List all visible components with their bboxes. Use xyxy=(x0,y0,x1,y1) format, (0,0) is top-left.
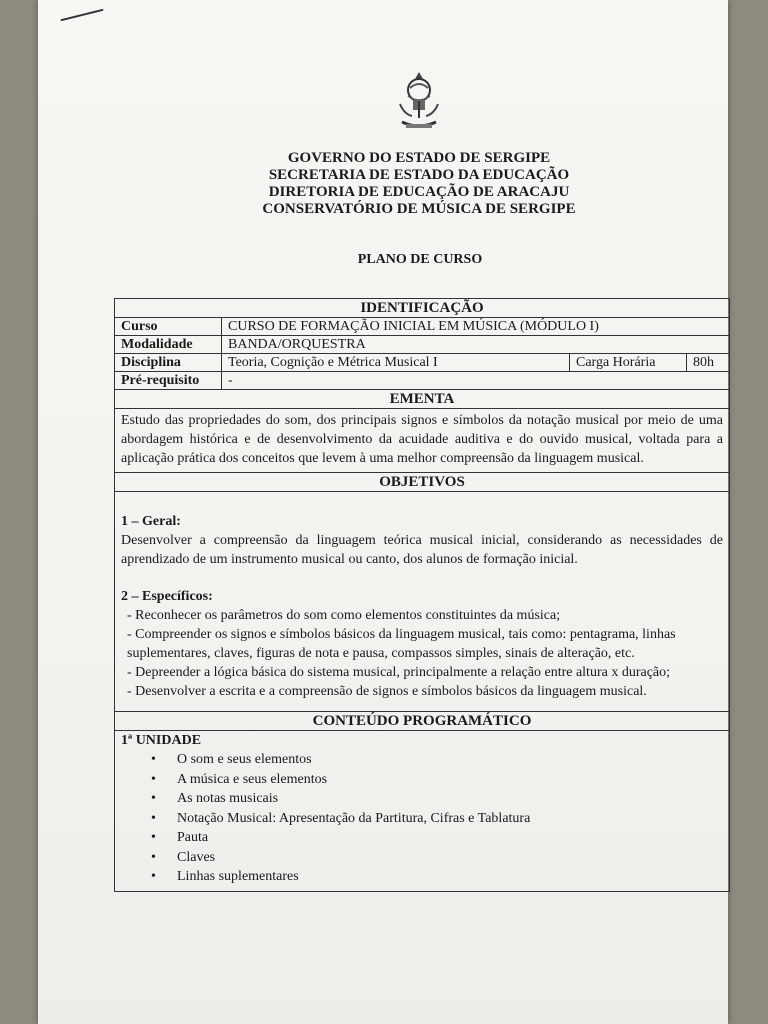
modalidade-row xyxy=(115,335,729,353)
carga-horaria-value: 80h xyxy=(693,355,714,370)
objetivos-title: OBJETIVOS xyxy=(115,472,729,491)
objetivos-body xyxy=(115,491,729,705)
prerequisito-row xyxy=(115,371,729,389)
objetivo-especifico-1: - Reconhecer os parâmetros do som como elementos constituintes da música; xyxy=(127,608,561,623)
modalidade-label: Modalidade xyxy=(115,336,222,353)
list-item: • Notação Musical: Apresentação da Partitura, Cifras e Tablatura xyxy=(151,809,723,829)
conteudo-body xyxy=(115,730,729,891)
identificacao-title: IDENTIFICAÇÃO xyxy=(360,300,484,316)
prerequisito-label: Pré-requisito xyxy=(115,372,222,389)
prerequisito-value: - xyxy=(228,373,233,388)
disciplina-label: Disciplina xyxy=(115,354,222,371)
course-plan-table xyxy=(114,298,730,892)
list-item: • A música e seus elementos xyxy=(151,770,723,790)
conteudo-list xyxy=(121,750,723,887)
plan-title: PLANO DE CURSO xyxy=(357,252,483,267)
header-line-3: DIRETORIA DE EDUCAÇÃO DE ARACAJU xyxy=(268,184,570,200)
ementa-title: EMENTA xyxy=(115,389,729,408)
unidade-title: 1ª UNIDADE xyxy=(121,733,202,748)
disciplina-row xyxy=(115,353,729,371)
ementa-text: Estudo das propriedades do som, dos principais signos e símbolos da notação musical por meio de uma abordagem histórica e de desenvolvimento da acuidade auditiva e do ouvido musical, voltada para a aplicação prática dos conceitos que levem à uma melhor compreensão da linguagem musical. xyxy=(115,408,729,472)
list-item: • As notas musicais xyxy=(151,789,723,809)
sergipe-coat-of-arms-icon xyxy=(394,70,444,134)
list-item: • Claves xyxy=(151,848,723,868)
carga-horaria-label: Carga Horária xyxy=(570,354,687,371)
modalidade-value: BANDA/ORQUESTRA xyxy=(228,337,366,352)
header-line-1: GOVERNO DO ESTADO DE SERGIPE xyxy=(287,150,551,166)
objetivo-especifico-3: - Depreender a lógica básica do sistema musical, principalmente a relação entre altura x duração; xyxy=(127,665,671,680)
curso-value: CURSO DE FORMAÇÃO INICIAL EM MÚSICA (MÓDULO I) xyxy=(228,319,599,334)
conteudo-title: CONTEÚDO PROGRAMÁTICO xyxy=(115,711,729,730)
disciplina-value: Teoria, Cognição e Métrica Musical I xyxy=(222,354,570,371)
institution-header xyxy=(110,150,728,218)
objetivo-especifico-2: - Compreender os signos e símbolos básicos da linguagem musical, tais como: pentagrama, linhas suplementares, claves, figuras de nota e pausa, compassos simples, sinais de alteração, etc. xyxy=(127,627,676,661)
list-item: • Pauta xyxy=(151,828,723,848)
objetivo-especifico-4: - Desenvolver a escrita e a compreensão de signos e símbolos básicos da linguagem musical. xyxy=(127,684,647,699)
curso-label: Curso xyxy=(115,318,222,335)
curso-row xyxy=(115,317,729,335)
header-line-4: CONSERVATÓRIO DE MÚSICA DE SERGIPE xyxy=(262,201,576,217)
list-item: • Linhas suplementares xyxy=(151,867,723,887)
objetivo-geral-heading: 1 – Geral: xyxy=(121,514,181,529)
objetivos-especificos-heading: 2 – Específicos: xyxy=(121,589,213,604)
header-line-2: SECRETARIA DE ESTADO DA EDUCAÇÃO xyxy=(268,167,570,183)
list-item: • O som e seus elementos xyxy=(151,750,723,770)
objetivo-geral-text: Desenvolver a compreensão da linguagem teórica musical inicial, considerando as necessidades de aprendizado de um instrumento musical ou canto, dos alunos de formação inicial. xyxy=(121,533,723,567)
